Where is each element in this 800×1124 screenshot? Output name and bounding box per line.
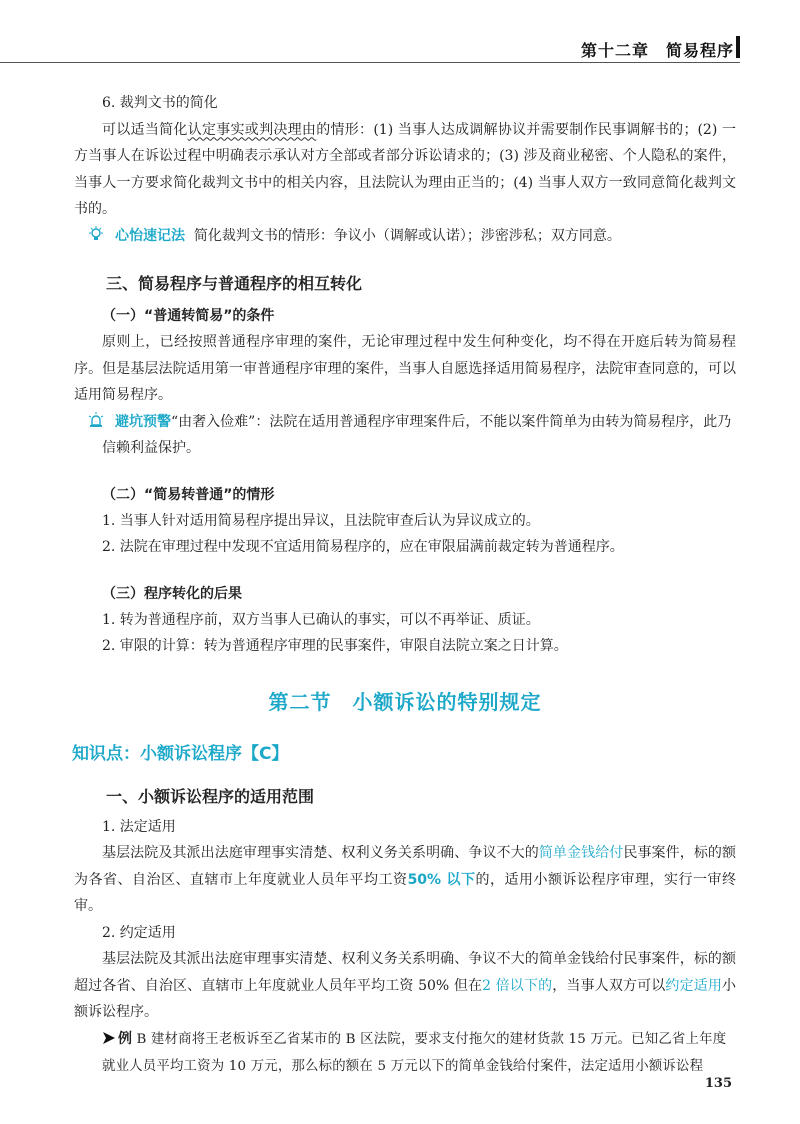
knowledge-point-title: 知识点：小额诉讼程序【C】 bbox=[72, 743, 289, 764]
alarm-icon bbox=[95, 411, 111, 427]
list-item: 2. 审限的计算：转为普通程序审理的民事案件，审限自法院立案之日计算。 bbox=[102, 638, 568, 654]
list-item: 1. 转为普通程序前，双方当事人已确认的事实，可以不再举证、质证。 bbox=[102, 611, 540, 628]
legal-t2: 民事案件，标的额为各省、自治区、直辖市上年度就业人员年平均工资 bbox=[74, 845, 737, 888]
chapter-number: 第十二章 bbox=[580, 41, 649, 60]
legal-h2: 50% 以下 bbox=[407, 871, 476, 888]
part3-sub2-title: （二）“简易转普通”的情形 bbox=[102, 486, 275, 503]
sec6-paragraph bbox=[74, 117, 736, 223]
section2-part1-title: 一、小额诉讼程序的适用范围 bbox=[106, 786, 315, 806]
page-content bbox=[74, 90, 736, 1081]
legal-h1: 简单金钱给付 bbox=[538, 845, 624, 861]
tip-warning bbox=[74, 409, 736, 462]
agreed-t1: 基层法院及其派出法庭审理事实清楚、权利义务关系明确、争议不大的简单金钱给付民事案件，标的额超过各省、自治区、直辖市上年度就业人员年平均工资 50% 但在 bbox=[74, 951, 736, 994]
agreed-h2: 约定适用 bbox=[665, 977, 723, 994]
legal-title: 1. 法定适用 bbox=[102, 818, 176, 835]
warn-text: “由奢入俭难”：法院在适用普通程序审理案件后，不能以案件简单为由转为简易程序，此乃信赖利益保护。 bbox=[102, 413, 732, 456]
agreed-t2: ，当事人双方可以 bbox=[552, 977, 666, 994]
header-bar bbox=[736, 36, 740, 58]
tip-memory bbox=[74, 223, 736, 250]
page-header bbox=[0, 0, 800, 62]
part3-title: 三、简易程序与普通程序的相互转化 bbox=[106, 274, 363, 293]
agreed-paragraph bbox=[74, 946, 736, 1026]
page-number: 135 bbox=[704, 1076, 732, 1091]
example-label: 例 bbox=[118, 1030, 132, 1047]
sec6-p-pre: 可以适当简化 bbox=[102, 121, 188, 138]
part3-sub1-title: （一）“普通转简易”的条件 bbox=[102, 308, 275, 324]
agreed-title: 2. 约定适用 bbox=[102, 924, 176, 941]
part3-sub1-para: 原则上，已经按照普通程序审理的案件，无论审理过程中发生何种变化，均不得在开庭后转为简易程序。但是基层法院适用第一审普通程序审理的案件，当事人自愿选择适用简易程序，法院审查同意的，可以适用简易程序。 bbox=[74, 334, 736, 403]
part3-sub3-title: （三）程序转化的后果 bbox=[102, 585, 242, 602]
sec6-title: 6. 裁判文书的简化 bbox=[102, 95, 218, 111]
section-title: 第二节 小额诉讼的特别规定 bbox=[268, 689, 542, 714]
legal-paragraph bbox=[74, 840, 736, 920]
list-item: 2. 法院在审理过程中发现不宜适用简易程序的，应在审限届满前裁定转为普通程序。 bbox=[102, 539, 624, 555]
chapter-title bbox=[581, 38, 734, 61]
chapter-name: 简易程序 bbox=[665, 41, 734, 60]
warn-label: 避坑预警 bbox=[115, 413, 171, 430]
tip-label: 心怡速记法 bbox=[115, 227, 185, 244]
list-item: 1. 当事人针对适用简易程序提出异议，且法院审查后认为异议成立的。 bbox=[102, 512, 540, 529]
agreed-t3: 小额诉讼程序。 bbox=[74, 977, 737, 1020]
sec6-p-post: 的情形：(1) 当事人达成调解协议并需要制作民事调解书的；(2) 一方当事人在诉讼过程中明确表示承认对方全部或者部分诉讼请求的；(3) 涉及商业秘密、个人隐私的案件，当事人一方要求简化裁判文书中的相关内容，且法院认为理由正当的；(4) 当事人双方一致同意简化裁判文书的。 bbox=[74, 121, 737, 217]
legal-t1: 基层法院及其派出法庭审理事实清楚、权利义务关系明确、争议不大的 bbox=[102, 845, 539, 861]
header-rule bbox=[0, 62, 740, 63]
legal-t3: 的，适用小额诉讼程序审理，实行一审终审。 bbox=[74, 871, 737, 914]
arrow-right-icon bbox=[102, 1028, 116, 1044]
example-paragraph bbox=[74, 1026, 736, 1081]
sec6-p-wavy: 认定事实或判决理由 bbox=[187, 121, 317, 138]
example-text: B 建材商将王老板诉至乙省某市的 B 区法院，要求支付拖欠的建材货款 15 万元。已知乙省上年度就业人员平均工资为 10 万元，那么标的额在 5 万元以下的简单金钱给付案件，法定适用小额诉讼程 bbox=[102, 1031, 727, 1074]
tip-text: 简化裁判文书的情形：争议小（调解或认诺）；涉密涉私；双方同意。 bbox=[193, 227, 621, 244]
lightbulb-icon bbox=[95, 225, 111, 241]
agreed-h1: 2 倍以下的 bbox=[482, 977, 553, 994]
